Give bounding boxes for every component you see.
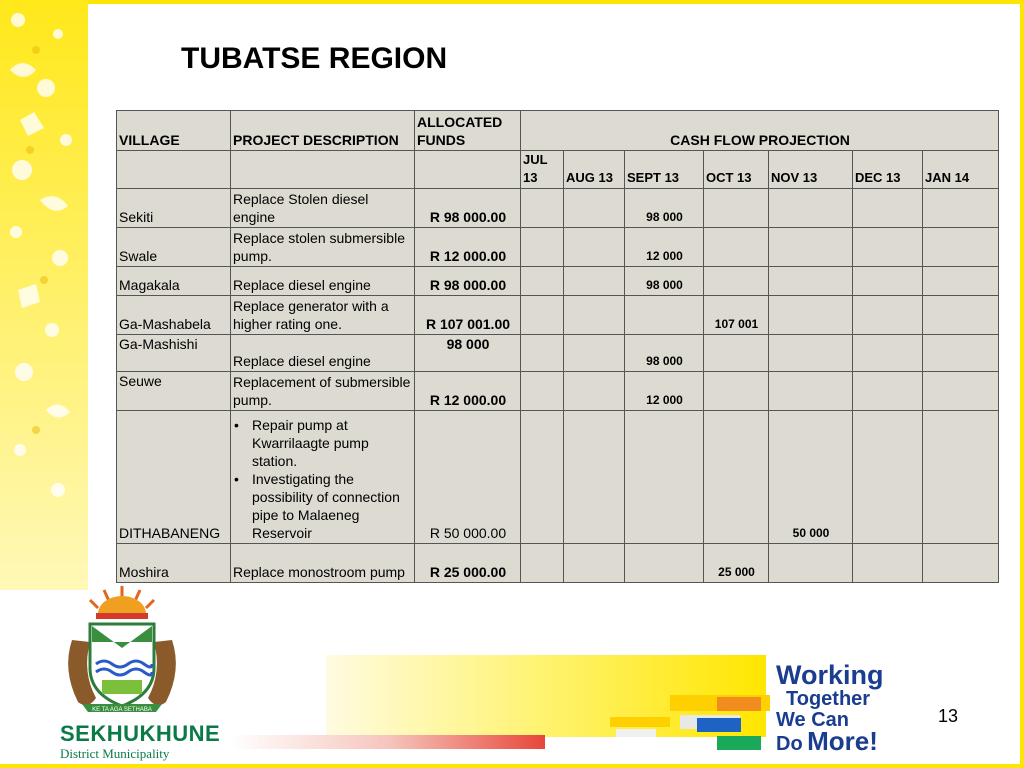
- project-cell: Replace diesel engine: [231, 335, 415, 372]
- decorative-small-bar: [610, 717, 670, 727]
- month-cell-amount: 25 000: [704, 544, 769, 583]
- month-cell: [923, 228, 999, 267]
- decorative-left-strip: [0, 0, 88, 590]
- month-cell: [853, 228, 923, 267]
- table-row: [117, 544, 999, 583]
- table-row: [117, 189, 999, 228]
- village-cell: Swale: [117, 228, 231, 267]
- slogan: [776, 662, 912, 756]
- header-allocated-funds: ALLOCATED FUNDS: [415, 111, 521, 151]
- frame-right-border: [1020, 0, 1024, 768]
- month-cell: [923, 544, 999, 583]
- slogan-line: Do: [776, 733, 803, 755]
- month-header: SEPT 13: [625, 151, 704, 189]
- month-cell: [923, 267, 999, 296]
- project-cell: Replace diesel engine: [231, 267, 415, 296]
- project-cell: Replacement of submersible pump.: [231, 372, 415, 411]
- month-cell: [564, 267, 625, 296]
- project-bullet: • Repair pump at Kwarrilaagte pump station.: [233, 416, 413, 470]
- coat-of-arms-icon: [52, 580, 192, 720]
- allocated-funds-cell: 98 000: [415, 335, 521, 372]
- month-cell: [853, 335, 923, 372]
- decorative-small-bar: [616, 729, 656, 737]
- month-cell: [521, 372, 564, 411]
- month-cell: [853, 544, 923, 583]
- month-cell: [625, 296, 704, 335]
- month-cell: [853, 267, 923, 296]
- cash-flow-table: [116, 110, 999, 583]
- month-cell: [625, 544, 704, 583]
- project-cell: [231, 411, 415, 544]
- project-cell: Replace monostroom pump: [231, 544, 415, 583]
- village-cell: Sekiti: [117, 189, 231, 228]
- month-header: JUL 13: [521, 151, 564, 189]
- month-header: NOV 13: [769, 151, 853, 189]
- month-cell: [625, 411, 704, 544]
- month-cell: [704, 228, 769, 267]
- allocated-funds-cell: R 50 000.00: [415, 411, 521, 544]
- month-cell: [521, 544, 564, 583]
- decorative-blue-block: [697, 718, 741, 732]
- slide-title: TUBATSE REGION: [181, 42, 448, 75]
- frame-top-border: [0, 0, 1024, 4]
- month-cell-amount: 98 000: [625, 267, 704, 296]
- decorative-orange-block: [717, 697, 761, 711]
- month-cell: [704, 335, 769, 372]
- table-row: [117, 411, 999, 544]
- month-cell: [704, 411, 769, 544]
- month-cell: [564, 372, 625, 411]
- village-cell: Ga-Mashishi: [117, 335, 231, 372]
- decorative-pattern-icon: [0, 0, 88, 590]
- month-cell: [769, 228, 853, 267]
- month-cell-amount: 98 000: [625, 189, 704, 228]
- table-row: [117, 296, 999, 335]
- allocated-funds-cell: R 25 000.00: [415, 544, 521, 583]
- page-number: 13: [938, 706, 959, 726]
- month-cell: [521, 267, 564, 296]
- month-cell-amount: 12 000: [625, 228, 704, 267]
- municipality-subtitle: District Municipality: [60, 746, 170, 761]
- month-cell: [769, 335, 853, 372]
- month-cell: [769, 372, 853, 411]
- month-cell: [769, 544, 853, 583]
- slogan-line: More!: [807, 726, 878, 756]
- table-header-row: [117, 111, 999, 151]
- decorative-red-bar: [230, 735, 545, 749]
- month-header: DEC 13: [853, 151, 923, 189]
- month-cell: [769, 267, 853, 296]
- month-cell: [923, 411, 999, 544]
- month-cell: [564, 189, 625, 228]
- header-project-description: PROJECT DESCRIPTION: [231, 111, 415, 151]
- project-cell: Replace Stolen diesel engine: [231, 189, 415, 228]
- month-cell: [923, 189, 999, 228]
- village-cell: Moshira: [117, 544, 231, 583]
- month-cell: [521, 189, 564, 228]
- village-cell: Ga-Mashabela: [117, 296, 231, 335]
- month-cell: [853, 189, 923, 228]
- allocated-funds-cell: R 107 001.00: [415, 296, 521, 335]
- month-cell: [564, 228, 625, 267]
- month-cell: [853, 372, 923, 411]
- municipality-name: SEKHUKHUNE: [60, 721, 221, 746]
- month-cell: [923, 372, 999, 411]
- empty-cell: [415, 151, 521, 189]
- month-cell: [564, 296, 625, 335]
- header-cash-flow-projection: CASH FLOW PROJECTION: [521, 111, 999, 151]
- month-cell-amount: 50 000: [769, 411, 853, 544]
- month-cell: [564, 411, 625, 544]
- month-header: OCT 13: [704, 151, 769, 189]
- allocated-funds-cell: R 98 000.00: [415, 267, 521, 296]
- table-row: [117, 228, 999, 267]
- month-cell: [923, 296, 999, 335]
- month-cell: [769, 296, 853, 335]
- table-row: [117, 335, 999, 372]
- month-header: JAN 14: [923, 151, 999, 189]
- month-cell: [564, 544, 625, 583]
- month-cell: [853, 296, 923, 335]
- project-cell: Replace generator with a higher rating one.: [231, 296, 415, 335]
- month-cell: [704, 267, 769, 296]
- village-cell: Magakala: [117, 267, 231, 296]
- slogan-line: Together: [786, 688, 871, 710]
- village-cell: Seuwe: [117, 372, 231, 411]
- motto-text: KE TA AGA SETHABA: [92, 707, 152, 713]
- month-cell: [521, 228, 564, 267]
- table-row: [117, 372, 999, 411]
- project-bullet-list: [233, 416, 413, 542]
- month-cell: [564, 335, 625, 372]
- month-cell: [704, 372, 769, 411]
- slogan-line: We Can: [776, 709, 849, 731]
- month-cell: [521, 411, 564, 544]
- header-village: VILLAGE: [117, 111, 231, 151]
- month-cell: [923, 335, 999, 372]
- table-months-row: [117, 151, 999, 189]
- month-header: AUG 13: [564, 151, 625, 189]
- slogan-line: Working: [776, 660, 884, 690]
- decorative-green-block: [717, 736, 761, 750]
- project-bullet: • Investigating the possibility of connection pipe to Malaeneg Reservoir: [233, 470, 413, 542]
- month-cell-amount: 12 000: [625, 372, 704, 411]
- allocated-funds-cell: R 98 000.00: [415, 189, 521, 228]
- month-cell: [704, 189, 769, 228]
- empty-cell: [117, 151, 231, 189]
- month-cell-amount: 107 001: [704, 296, 769, 335]
- allocated-funds-cell: R 12 000.00: [415, 372, 521, 411]
- month-cell: [521, 335, 564, 372]
- empty-cell: [231, 151, 415, 189]
- month-cell: [853, 411, 923, 544]
- municipality-name-block: [60, 722, 220, 762]
- month-cell-amount: 98 000: [625, 335, 704, 372]
- month-cell: [521, 296, 564, 335]
- allocated-funds-cell: R 12 000.00: [415, 228, 521, 267]
- month-cell: [769, 189, 853, 228]
- project-cell: Replace stolen submersible pump.: [231, 228, 415, 267]
- table-row: [117, 267, 999, 296]
- village-cell: DITHABANENG: [117, 411, 231, 544]
